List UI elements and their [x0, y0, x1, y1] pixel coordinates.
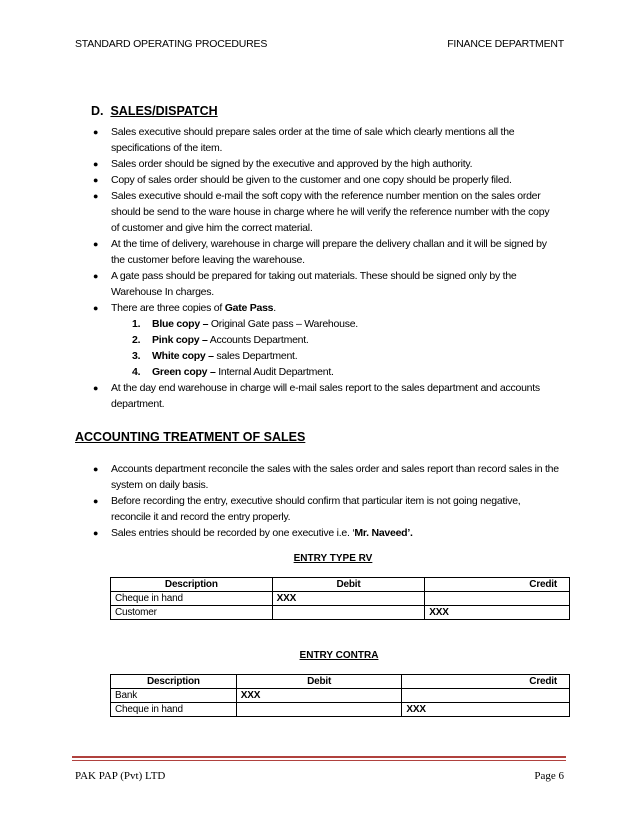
list-item: ● Sales executive should e-mail the soft copy with the reference number mention on the sales order should be send to the ware house in charge where he will verify the reference number with the copy of customer and give him the correct material. [93, 190, 550, 234]
list-item: ● Sales executive should prepare sales order at the time of sale which clearly mentions all the specifications of the item. [93, 126, 515, 154]
bullet-icon: ● [93, 239, 99, 249]
list-item: ● A gate pass should be prepared for taking out materials. These should be signed only by the Warehouse In charges. [93, 270, 517, 298]
table-cell: XXX [425, 606, 570, 620]
section-d-list [93, 124, 551, 412]
footer-page-number: Page 6 [534, 770, 564, 782]
table-cell: Customer [111, 606, 273, 620]
table-cell: Cheque in hand [111, 592, 273, 606]
table-cell: XXX [272, 592, 425, 606]
footer-company: PAK PAP (Pvt) LTD [75, 770, 166, 782]
copy-item: 3. White copy – sales Department. [132, 350, 298, 362]
column-header: Credit [425, 578, 570, 592]
header-left: STANDARD OPERATING PROCEDURES [75, 38, 268, 50]
table-cell [236, 703, 402, 717]
table-row [111, 606, 570, 620]
list-item: ● Copy of sales order should be given to the customer and one copy should be properly filed. [93, 174, 512, 186]
table-cell [402, 689, 570, 703]
section-d-title: SALES/DISPATCH [110, 104, 218, 118]
bullet-icon: ● [93, 303, 99, 313]
table-header-row [111, 578, 570, 592]
list-item: ● Before recording the entry, executive should confirm that particular item is not going negative, reconcile it and record the entry properly. [93, 495, 521, 523]
list-item: ● At the time of delivery, warehouse in charge will prepare the delivery challan and it will be signed by the customer before leaving the warehouse. [93, 238, 547, 266]
bullet-icon: ● [93, 528, 99, 538]
entry-contra-caption: ENTRY CONTRA [299, 650, 379, 661]
copy-item: 1. Blue copy – Original Gate pass – Warehouse. [132, 318, 358, 330]
bullet-icon: ● [93, 127, 99, 137]
table-cell: Cheque in hand [111, 703, 237, 717]
table-row [111, 689, 570, 703]
table-row [111, 592, 570, 606]
bullet-icon: ● [93, 496, 99, 506]
entry-rv-caption: ENTRY TYPE RV [293, 553, 373, 564]
column-header: Debit [272, 578, 425, 592]
copy-item: 4. Green copy – Internal Audit Department. [132, 366, 334, 378]
list-item: ● At the day end warehouse in charge will e-mail sales report to the sales department and accounts department. [93, 382, 540, 410]
list-item: ● Sales entries should be recorded by one executive i.e. ‘Mr. Naveed’. [93, 527, 413, 539]
column-header: Credit [402, 675, 570, 689]
bullet-icon: ● [93, 383, 99, 393]
copy-item: 2. Pink copy – Accounts Department. [132, 334, 309, 346]
bullet-icon: ● [93, 191, 99, 201]
column-header: Debit [236, 675, 402, 689]
section-d-heading [91, 104, 218, 118]
table-header-row [111, 675, 570, 689]
list-item: ● Accounts department reconcile the sales with the sales order and sales report than record sales in the system on daily basis. [93, 463, 559, 491]
list-item-gate-pass: ● There are three copies of Gate Pass. 1. Blue copy – Original Gate pass – Warehouse. 2. Pink copy – Accounts Department. 3. White copy – sales Department. 4. Green copy – Internal Audit Department. [111, 300, 551, 380]
table-cell: Bank [111, 689, 237, 703]
bullet-icon: ● [93, 159, 99, 169]
column-header: Description [111, 675, 237, 689]
table-cell: XXX [236, 689, 402, 703]
table-cell [272, 606, 425, 620]
gate-pass-copies [132, 316, 551, 380]
bullet-icon: ● [93, 464, 99, 474]
footer-rule [72, 760, 566, 761]
entry-rv-table [110, 577, 570, 620]
table-cell: XXX [402, 703, 570, 717]
entry-contra-table [110, 674, 570, 717]
bullet-icon: ● [93, 271, 99, 281]
list-item: ● Sales order should be signed by the executive and approved by the high authority. [93, 158, 473, 170]
accounting-heading: ACCOUNTING TREATMENT OF SALES [75, 430, 306, 444]
section-d-prefix: D. [91, 104, 104, 118]
header-right: FINANCE DEPARTMENT [447, 38, 564, 50]
footer-rule [72, 756, 566, 758]
column-header: Description [111, 578, 273, 592]
bullet-icon: ● [93, 175, 99, 185]
table-cell [425, 592, 570, 606]
accounting-list [93, 461, 561, 541]
table-row [111, 703, 570, 717]
